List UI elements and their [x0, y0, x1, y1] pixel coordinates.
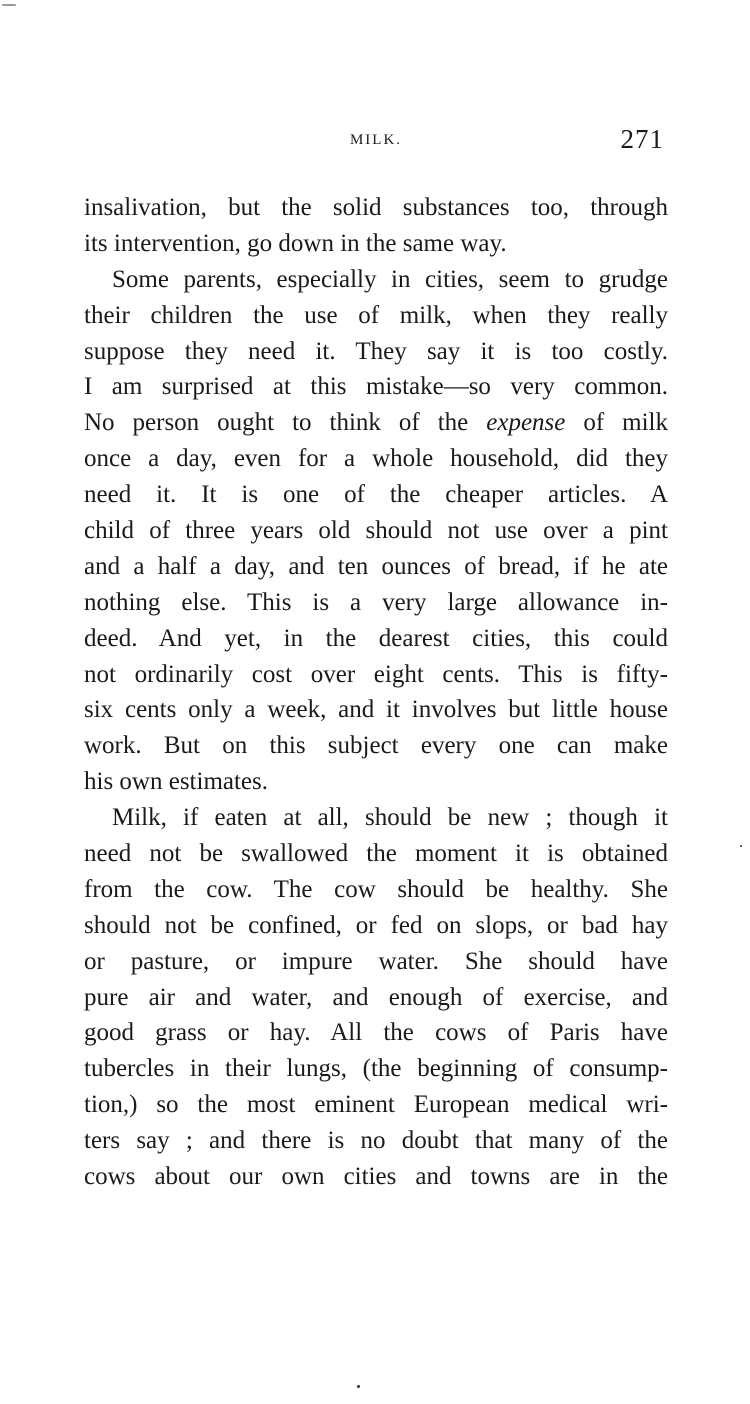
- text-line: ters say ; and there is no doubt that many of the: [84, 1127, 668, 1155]
- running-title: MILK.: [349, 132, 403, 148]
- scan-speck: [740, 845, 742, 847]
- text-line: once a day, even for a whole household, did they: [84, 445, 668, 473]
- text-line: I am surprised at this mistake—so very common.: [84, 373, 668, 401]
- scan-speck: [357, 1385, 360, 1388]
- text-line: or pasture, or impure water. She should have: [84, 947, 668, 975]
- text-line: insalivation, but the solid substances too, through: [84, 194, 668, 221]
- text-line: should not be confined, or fed on slops, or bad hay: [84, 911, 668, 939]
- text-line: from the cow. The cow should be healthy. She: [84, 875, 668, 903]
- running-head: [84, 124, 668, 164]
- text-line: and a half a day, and ten ounces of bread, if he ate: [84, 552, 668, 580]
- text-line: Some parents, especially in cities, seem to grudge: [112, 265, 668, 293]
- text-line: good grass or hay. All the cows of Paris have: [84, 1019, 668, 1047]
- text-line: [84, 405, 668, 441]
- text-line: their children the use of milk, when they really: [84, 301, 668, 329]
- text-line: work. But on this subject every one can make: [84, 732, 668, 760]
- text-line: need it. It is one of the cheaper articles. A: [84, 481, 668, 509]
- text-line: its intervention, go down in the same way.: [84, 229, 507, 257]
- text-line: need not be swallowed the moment it is obtained: [84, 840, 668, 868]
- text-line: nothing else. This is a very large allowance in-: [84, 588, 668, 616]
- text-line: not ordinarily cost over eight cents. This is fifty-: [84, 660, 668, 688]
- text-line: six cents only a week, and it involves but little house: [84, 696, 668, 724]
- text-line: tubercles in their lungs, (the beginning of consump-: [84, 1055, 668, 1083]
- italic-word: expense: [486, 409, 566, 437]
- text-line: cows about our own cities and towns are in the: [84, 1163, 668, 1191]
- text-line: tion,) so the most eminent European medical wri-: [84, 1091, 668, 1119]
- text-line: child of three years old should not use over a pint: [84, 517, 668, 545]
- text-line: Milk, if eaten at all, should be new ; though it: [112, 804, 668, 832]
- text-line: suppose they need it. They say it is too costly.: [84, 337, 668, 365]
- body-text: [84, 190, 668, 1195]
- text-fragment: No person ought to think of the: [84, 409, 469, 437]
- page-number: 271: [620, 124, 664, 154]
- text-line: pure air and water, and enough of exercise, and: [84, 983, 668, 1011]
- scan-speck: [2, 4, 16, 6]
- text-fragment: of milk: [583, 409, 669, 437]
- text-line: deed. And yet, in the dearest cities, this could: [84, 624, 668, 652]
- text-line: his own estimates.: [84, 768, 269, 796]
